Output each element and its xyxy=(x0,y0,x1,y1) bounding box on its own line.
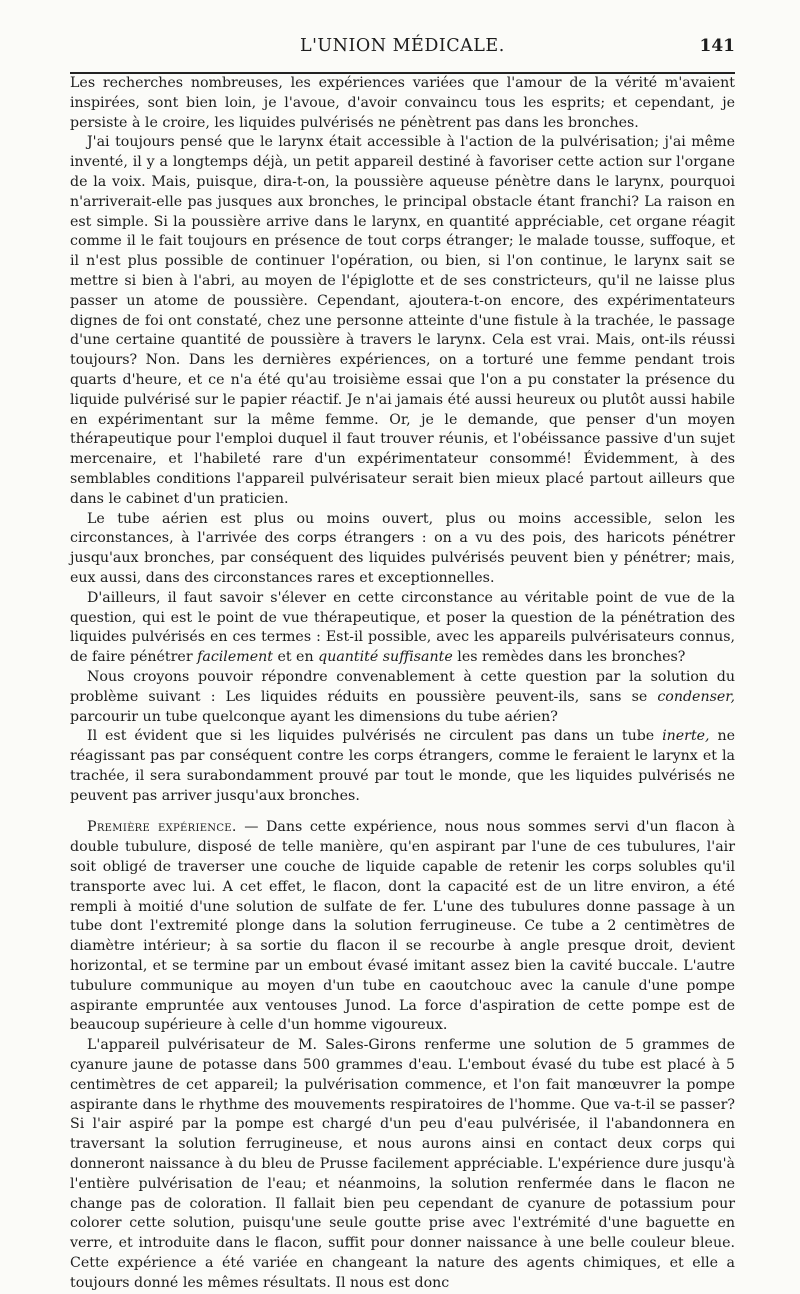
paragraph-text: Le tube aérien est plus ou moins ouvert, plus ou moins accessible, selon les circonstances, à l'arrivée des corps étrangers : on a vu des pois, des haricots pénétrer jusqu'aux bronches, par conséquent des liquides pulvérisés peuvent bien y pénétrer; mais, eux aussi, dans des circonstances rares et exceptionnelles. xyxy=(70,510,735,586)
paragraph-text: — Dans cette expérience, nous nous sommes servi d'un flacon à double tubulure, disposé de telle manière, qu'en aspirant par l'une de ces tubulures, l'air soit obligé de traverser une couche de liquide capable de retenir les corps solubles qu'il transporte avec lui. A cet effet, le flacon, dont la capacité est de un litre environ, a été rempli à moitié d'une solution de sulfate de fer. L'une des tubulures donne passage à un tube dont l'extremité plonge dans la solution ferrugineuse. Ce tube a 2 centimètres de diamètre intérieur; à sa sortie du flacon il se recourbe à angle presque droit, devient horizontal, et se termine par un embout évasé imitant assez bien la cavité buccale. L'autre tubulure communique au moyen d'un tube en caoutchouc avec la canule d'une pompe aspirante empruntée aux ventouses Junod. La force d'aspiration de cette pompe est de beaucoup supérieure à celle d'un homme vigoureux. xyxy=(70,819,736,1034)
emphasis: facilement xyxy=(197,649,273,666)
paragraph xyxy=(70,74,735,133)
paragraph xyxy=(70,1036,735,1293)
paragraph xyxy=(70,510,735,589)
article-body xyxy=(70,74,735,1294)
paragraph-text: les remèdes dans les bronches? xyxy=(452,649,686,666)
paragraph-text: Nous croyons pouvoir répondre convenablement à cette question par la solution du problème suivant : Les liquides réduits en poussière peuvent-ils, sans se xyxy=(70,668,735,705)
page-number: 141 xyxy=(699,36,735,56)
paragraph-text: D'ailleurs, il faut savoir s'élever en cette circonstance au véritable point de vue de la question, qui est le point de vue thérapeutique, et poser la question de la pénétration des liquides pulvérisés en ces termes : Est-il possible, avec les appareils pulvérisateurs connus, de faire pénétrer xyxy=(70,589,735,666)
paragraph-text: parcourir un tube quelconque ayant les dimensions du tube aérien? xyxy=(70,708,558,725)
emphasis: inerte, xyxy=(662,728,710,745)
emphasis: condenser, xyxy=(657,688,735,705)
paragraph-text: Il est évident que si les liquides pulvérisés ne circulent pas dans un tube xyxy=(87,728,663,745)
paragraph-text: Les recherches nombreuses, les expériences variées que l'amour de la vérité m'avaient inspirées, sont bien loin, je l'avoue, d'avoir convaincu tous les esprits; et cependant, je persiste à le croire, les liquides pulvérisés ne pénètrent pas dans les bronches. xyxy=(70,75,735,131)
paragraph xyxy=(70,727,735,806)
page-header xyxy=(70,32,735,62)
paragraph xyxy=(70,668,735,727)
paragraph-text: ne réagissant pas par conséquent contre les corps étrangers, comme le feraient le larynx et la trachée, il sera surabondamment prouvé par tout le monde, que les liquides pulvérisés ne peuvent pas arriver jusqu'aux bronches. xyxy=(70,728,735,804)
paragraph-text: et en xyxy=(272,649,319,666)
paragraph xyxy=(70,589,735,668)
paragraph xyxy=(70,818,735,1036)
running-title: L'UNION MÉDICALE. xyxy=(300,36,505,56)
paragraph-text: L'appareil pulvérisateur de M. Sales-Girons renferme une solution de 5 grammes de cyanure jaune de potasse dans 500 grammes d'eau. L'embout évasé du tube est placé à 5 centimètres de cet appareil; la pulvérisation commence, et l'on fait manœuvrer la pompe aspirante dans le rhythme des mouvements respiratoires de l'homme. Que va-t-il se passer? Si l'air aspiré par la pompe est chargé d'un peu d'eau pulvérisée, il l'abandonnera en traversant la solution ferrugineuse, et nous aurons ainsi en contact deux corps qui donneront naissance à du bleu de Prusse facilement appréciable. L'expérience dure jusqu'à l'entière pulvérisation de l'eau; et néanmoins, la solution renfermée dans le flacon ne change pas de coloration. Il fallait bien peu cependant de cyanure de potassium pour colorer cette solution, puisqu'une seule goutte prise avec l'extrémité d'une baguette en verre, et introduite dans le flacon, suffit pour donner naissance à une belle couleur bleue. Cette expérience a été variée en changeant la nature des agents chimiques, et elle a toujours donné les mêmes résultats. Il nous est donc xyxy=(70,1037,735,1291)
experiment-heading: Première expérience. xyxy=(87,819,237,836)
paragraph-text: J'ai toujours pensé que le larynx était accessible à l'action de la pulvérisation; j'ai même inventé, il y a longtemps déjà, un petit appareil destiné à favoriser cette action sur l'organe de la voix. Mais, puisque, dira-t-on, la poussière aqueuse pénètre dans le larynx, pourquoi n'arriverait-elle pas jusques aux bronches, le principal obstacle étant franchi? La raison en est simple. Si la poussière arrive dans le larynx, en quantité appréciable, cet organe réagit comme il le fait toujours en présence de tout corps étranger; le malade tousse, suffoque, et il n'est plus possible de continuer l'opération, ou bien, si l'on continue, le larynx sait se mettre si bien à l'abri, au moyen de l'épiglotte et de ses constricteurs, qu'il ne laisse plus passer un atome de poussière. Cependant, ajoutera-t-on encore, des expérimentateurs dignes de foi ont constaté, chez une personne atteinte d'une fistule à la trachée, le passage d'une certaine quantité de poussière à travers le larynx. Cela est vrai. Mais, ont-ils réussi toujours? Non. Dans les dernières expériences, on a torturé une femme pendant trois quarts d'heure, et ce n'a été qu'au troisième essai que l'on a pu constater la présence du liquide pulvérisé sur le papier réactif. Je n'ai jamais été aussi heureux ou plutôt aussi habile en expérimentant sur la même femme. Or, je le demande, que penser d'un moyen thérapeutique pour l'emploi duquel il faut trouver réunis, et l'obéissance passive d'un sujet mercenaire, et l'habileté rare d'un expérimentateur consommé! Évidemment, à des semblables conditions l'appareil pulvérisateur serait bien mieux placé partout ailleurs que dans le cabinet d'un praticien. xyxy=(70,134,735,507)
emphasis: quantité suffisante xyxy=(318,649,453,666)
paragraph xyxy=(70,133,735,509)
